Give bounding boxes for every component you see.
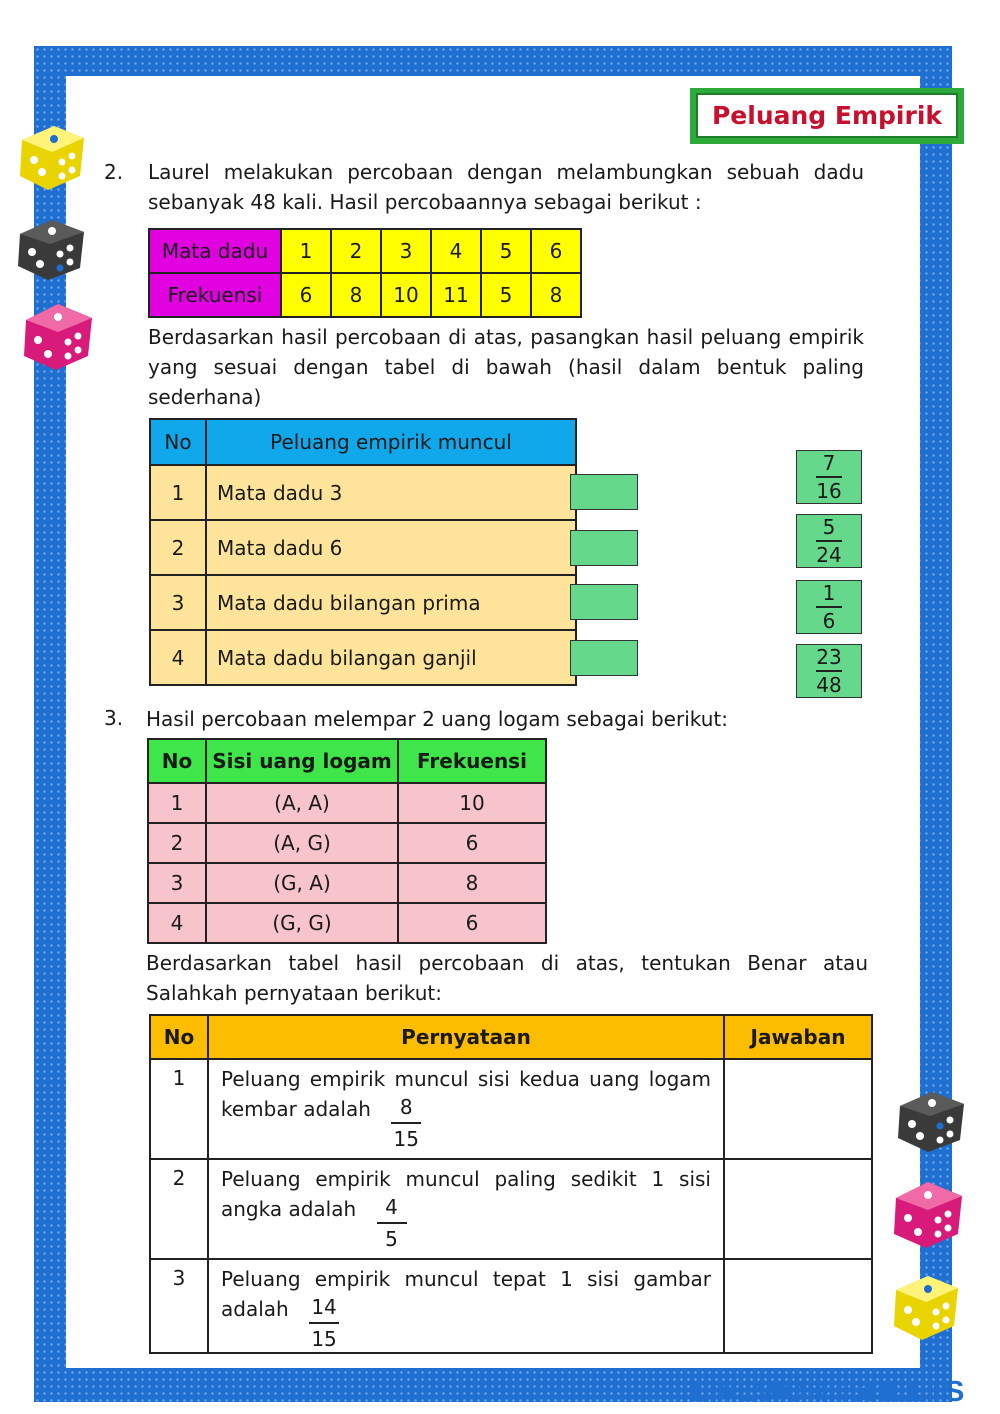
table-cell: (G, G) <box>206 903 398 943</box>
table-cell: 8 <box>531 273 581 317</box>
fraction-denominator: 6 <box>822 609 836 633</box>
table-cell: 6 <box>281 273 331 317</box>
pink-die-icon-2 <box>890 1176 966 1252</box>
fraction-denominator: 24 <box>816 543 842 567</box>
black-die-icon-2 <box>894 1088 968 1156</box>
answer-input-3[interactable] <box>724 1259 872 1353</box>
table-cell: 4 <box>148 903 206 943</box>
table-cell: 8 <box>398 863 546 903</box>
statement-text: Peluang empirik muncul sisi kedua uang logam kembar adalah <box>221 1067 711 1121</box>
column-header-no: No <box>150 419 206 465</box>
table-header-row <box>150 419 576 465</box>
fraction-denominator: 15 <box>311 1327 337 1351</box>
table-cell: 8 <box>331 273 381 317</box>
answer-drop-zone-1[interactable] <box>570 474 638 510</box>
fraction-numerator: 5 <box>822 515 836 539</box>
fraction-numerator: 4 <box>385 1195 398 1219</box>
table-cell: 6 <box>531 229 581 273</box>
statement-fraction <box>391 1094 421 1152</box>
table-cell: 1 <box>281 229 331 273</box>
dice-frequency-table <box>148 228 582 318</box>
table-cell: (G, A) <box>206 863 398 903</box>
column-header: Jawaban <box>724 1015 872 1059</box>
row-number: 1 <box>150 1059 208 1159</box>
column-header: Sisi uang logam <box>206 739 398 783</box>
fraction-bar <box>377 1222 407 1224</box>
row-text: Mata dadu 6 <box>206 520 576 575</box>
matching-table <box>149 418 577 686</box>
table-cell: 3 <box>148 863 206 903</box>
column-header-item: Peluang empirik muncul <box>206 419 576 465</box>
fraction-bar <box>816 606 842 608</box>
table-cell: 2 <box>148 823 206 863</box>
table-cell: 5 <box>481 273 531 317</box>
coin-frequency-table <box>147 738 547 944</box>
table-cell: 4 <box>431 229 481 273</box>
table-header-cell: Frekuensi <box>149 273 281 317</box>
table-cell: 10 <box>398 783 546 823</box>
table-cell: 10 <box>381 273 431 317</box>
fraction-option-4[interactable] <box>796 644 862 698</box>
page-title: Peluang Empirik <box>696 93 958 138</box>
fraction-numerator: 23 <box>816 645 842 669</box>
table-row <box>150 1259 872 1353</box>
statement-fraction <box>309 1294 339 1352</box>
column-header: Frekuensi <box>398 739 546 783</box>
table-row <box>148 903 546 943</box>
table-row <box>150 465 576 520</box>
row-number: 2 <box>150 1159 208 1259</box>
question-3-intro: Hasil percobaan melempar 2 uang logam sebagai berikut: <box>146 707 728 731</box>
column-header: No <box>150 1015 208 1059</box>
table-row <box>148 783 546 823</box>
row-text: Mata dadu bilangan prima <box>206 575 576 630</box>
yellow-die-icon-2 <box>888 1270 964 1344</box>
question-3-instruction: Berdasarkan tabel hasil percobaan di atas, tentukan Benar atau Salahkah pernyataan berikut: <box>146 951 868 1005</box>
table-row <box>148 863 546 903</box>
row-text: Mata dadu bilangan ganjil <box>206 630 576 685</box>
row-number: 2 <box>150 520 206 575</box>
column-header: No <box>148 739 206 783</box>
title-banner <box>690 88 964 144</box>
question-3-number: 3. <box>104 706 124 730</box>
table-row <box>148 823 546 863</box>
row-text: Mata dadu 3 <box>206 465 576 520</box>
statement-table <box>149 1014 873 1354</box>
pink-die-icon <box>20 298 96 374</box>
fraction-option-1[interactable] <box>796 450 862 504</box>
fraction-option-3[interactable] <box>796 580 862 634</box>
statement-cell <box>208 1059 724 1159</box>
answer-drop-zone-4[interactable] <box>570 640 638 676</box>
fraction-numerator: 14 <box>311 1295 337 1319</box>
row-number: 3 <box>150 1259 208 1353</box>
question-2-intro: Laurel melakukan percobaan dengan melambungkan sebuah dadu sebanyak 48 kali. Hasil percobaannya sebagai berikut : <box>148 160 864 214</box>
table-row <box>149 273 581 317</box>
table-header-row <box>148 739 546 783</box>
column-header: Pernyataan <box>208 1015 724 1059</box>
row-number: 3 <box>150 575 206 630</box>
fraction-numerator: 7 <box>822 451 836 475</box>
table-cell: 6 <box>398 823 546 863</box>
table-cell: 2 <box>331 229 381 273</box>
table-row <box>150 630 576 685</box>
table-row <box>150 1059 872 1159</box>
liveworksheets-logo: LIVEWORKSHEETS <box>692 1376 965 1408</box>
fraction-bar <box>391 1122 421 1124</box>
fraction-numerator: 1 <box>822 581 836 605</box>
fraction-numerator: 8 <box>399 1095 413 1119</box>
table-cell: 1 <box>148 783 206 823</box>
answer-drop-zone-2[interactable] <box>570 530 638 566</box>
statement-cell <box>208 1259 724 1353</box>
black-die-icon <box>14 214 90 284</box>
answer-drop-zone-3[interactable] <box>570 584 638 620</box>
fraction-denominator: 5 <box>385 1227 398 1251</box>
row-number: 1 <box>150 465 206 520</box>
fraction-denominator: 15 <box>393 1127 419 1151</box>
statement-text: Peluang empirik muncul tepat 1 sisi gambar adalah <box>221 1267 711 1321</box>
statement-fraction <box>377 1194 407 1252</box>
table-row <box>150 1159 872 1259</box>
question-2-instruction: Berdasarkan hasil percobaan di atas, pasangkan hasil peluang empirik yang sesuai dengan tabel di bawah (hasil dalam bentuk paling sederhana) <box>148 325 864 409</box>
answer-input-1[interactable] <box>724 1059 872 1159</box>
table-cell: (A, G) <box>206 823 398 863</box>
table-cell: 3 <box>381 229 431 273</box>
fraction-option-2[interactable] <box>796 514 862 568</box>
statement-cell <box>208 1159 724 1259</box>
row-number: 4 <box>150 630 206 685</box>
statement-text: Peluang empirik muncul paling sedikit 1 sisi angka adalah <box>221 1167 711 1221</box>
fraction-bar <box>816 670 842 672</box>
table-header-cell: Mata dadu <box>149 229 281 273</box>
fraction-bar <box>309 1322 339 1324</box>
table-cell: 5 <box>481 229 531 273</box>
fraction-bar <box>816 540 842 542</box>
table-cell: 11 <box>431 273 481 317</box>
fraction-denominator: 16 <box>816 479 842 503</box>
fraction-bar <box>816 476 842 478</box>
table-cell: 6 <box>398 903 546 943</box>
table-row <box>150 520 576 575</box>
question-2-number: 2. <box>104 160 124 184</box>
answer-input-2[interactable] <box>724 1159 872 1259</box>
table-row <box>150 575 576 630</box>
table-header-row <box>150 1015 872 1059</box>
fraction-denominator: 48 <box>816 673 842 697</box>
table-row <box>149 229 581 273</box>
table-cell: (A, A) <box>206 783 398 823</box>
yellow-die-icon <box>14 120 90 194</box>
